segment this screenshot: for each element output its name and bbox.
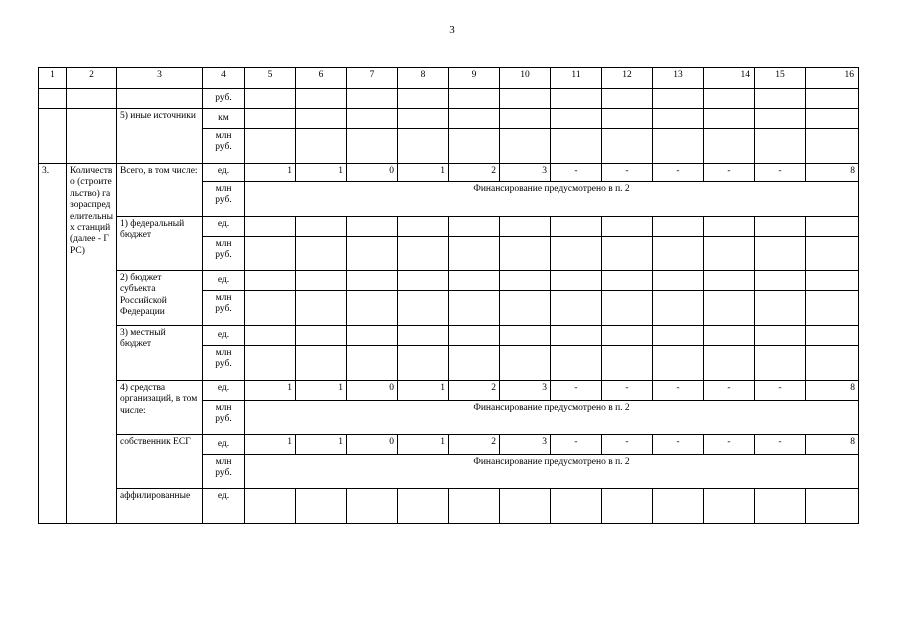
unit-cell: ед.	[203, 271, 245, 291]
table-cell	[500, 271, 551, 291]
table-cell	[602, 346, 653, 381]
table-cell	[347, 109, 398, 129]
table-cell	[500, 291, 551, 326]
table-cell	[704, 237, 755, 271]
table-cell	[449, 271, 500, 291]
table-cell	[755, 217, 806, 237]
table-cell	[806, 237, 859, 271]
value-cell: 1	[296, 381, 347, 401]
col-header-16: 16	[806, 68, 859, 89]
table-cell	[398, 237, 449, 271]
row-label-local: 3) местный бюджет	[117, 326, 203, 381]
value-cell: -	[551, 164, 602, 182]
unit-cell: ед.	[203, 217, 245, 237]
value-cell: -	[755, 381, 806, 401]
table-cell	[806, 271, 859, 291]
table-cell	[602, 489, 653, 524]
financing-note: Финансирование предусмотрено в п. 2	[245, 401, 859, 435]
table-cell	[551, 271, 602, 291]
table-cell	[704, 217, 755, 237]
financing-note: Финансирование предусмотрено в п. 2	[245, 182, 859, 217]
financing-note: Финансирование предусмотрено в п. 2	[245, 455, 859, 489]
col-header-3: 3	[117, 68, 203, 89]
value-cell: 0	[347, 381, 398, 401]
col-header-6: 6	[296, 68, 347, 89]
col-header-14: 14	[704, 68, 755, 89]
table-cell	[806, 129, 859, 164]
table-cell	[245, 271, 296, 291]
table-cell	[296, 109, 347, 129]
table-cell	[551, 237, 602, 271]
table-cell	[653, 109, 704, 129]
table-cell	[602, 89, 653, 109]
table-cell	[347, 271, 398, 291]
table-cell	[500, 129, 551, 164]
table-cell	[398, 489, 449, 524]
value-cell: 0	[347, 435, 398, 455]
table-body	[39, 68, 859, 524]
table-cell	[602, 237, 653, 271]
value-cell: 3	[500, 435, 551, 455]
table-cell	[806, 217, 859, 237]
table-cell	[39, 109, 67, 164]
table-cell	[653, 326, 704, 346]
unit-cell: ед.	[203, 435, 245, 455]
row-number: 3.	[39, 164, 67, 524]
table-cell	[500, 237, 551, 271]
col-header-8: 8	[398, 68, 449, 89]
value-cell: 1	[245, 164, 296, 182]
table-cell	[398, 271, 449, 291]
col-header-4: 4	[203, 68, 245, 89]
table-cell	[449, 237, 500, 271]
row-label-owner: собственник ЕСГ	[117, 435, 203, 489]
table-cell	[347, 89, 398, 109]
value-cell: 1	[398, 164, 449, 182]
unit-cell: км	[203, 109, 245, 129]
col-header-5: 5	[245, 68, 296, 89]
table-cell	[296, 326, 347, 346]
table-cell	[245, 217, 296, 237]
table-row	[39, 217, 859, 237]
value-cell: 0	[347, 164, 398, 182]
unit-cell: руб.	[203, 89, 245, 109]
table-cell	[347, 129, 398, 164]
table-cell	[551, 489, 602, 524]
value-cell: -	[551, 435, 602, 455]
table-cell	[653, 237, 704, 271]
table-cell	[398, 291, 449, 326]
header-row	[39, 68, 859, 89]
table-cell	[704, 271, 755, 291]
table-cell	[755, 326, 806, 346]
table-row	[39, 89, 859, 109]
table-cell	[245, 489, 296, 524]
value-cell: 8	[806, 435, 859, 455]
table-cell	[755, 346, 806, 381]
table-cell	[704, 489, 755, 524]
table-cell	[704, 326, 755, 346]
table-cell	[806, 489, 859, 524]
value-cell: 3	[500, 164, 551, 182]
table-row	[39, 435, 859, 455]
table-cell	[245, 129, 296, 164]
table-cell	[755, 271, 806, 291]
table-row	[39, 381, 859, 401]
indicator-table	[38, 67, 859, 524]
table-row	[39, 489, 859, 524]
table-cell	[551, 346, 602, 381]
value-cell: 1	[245, 435, 296, 455]
col-header-2: 2	[67, 68, 117, 89]
table-cell	[806, 89, 859, 109]
table-cell	[500, 326, 551, 346]
table-cell	[704, 109, 755, 129]
table-cell	[755, 89, 806, 109]
table-cell	[653, 346, 704, 381]
table-cell	[296, 291, 347, 326]
table-cell	[347, 217, 398, 237]
value-cell: 8	[806, 164, 859, 182]
value-cell: 2	[449, 381, 500, 401]
value-cell: 1	[296, 164, 347, 182]
value-cell: -	[755, 164, 806, 182]
table-cell	[245, 237, 296, 271]
col-header-12: 12	[602, 68, 653, 89]
table-cell	[347, 489, 398, 524]
table-cell	[602, 291, 653, 326]
table-cell	[398, 217, 449, 237]
table-cell	[398, 89, 449, 109]
table-cell	[398, 346, 449, 381]
table-cell	[551, 109, 602, 129]
col-header-1: 1	[39, 68, 67, 89]
value-cell: -	[704, 164, 755, 182]
table-cell	[755, 489, 806, 524]
table-cell	[347, 346, 398, 381]
table-cell	[296, 489, 347, 524]
table-cell	[245, 89, 296, 109]
table-cell	[551, 129, 602, 164]
table-cell	[602, 326, 653, 346]
table-cell	[245, 326, 296, 346]
col-header-9: 9	[449, 68, 500, 89]
table-cell	[449, 109, 500, 129]
table-cell	[755, 129, 806, 164]
row-label-other-sources: 5) иные источники	[117, 109, 203, 164]
value-cell: -	[551, 381, 602, 401]
value-cell: -	[755, 435, 806, 455]
value-cell: 1	[296, 435, 347, 455]
table-cell	[347, 291, 398, 326]
table-cell	[704, 89, 755, 109]
table-cell	[449, 217, 500, 237]
table-row	[39, 164, 859, 182]
table-cell	[67, 109, 117, 164]
unit-cell: млн руб.	[203, 291, 245, 326]
unit-cell: млн руб.	[203, 455, 245, 489]
table-cell	[653, 489, 704, 524]
row-label-affiliated: аффилированные	[117, 489, 203, 524]
value-cell: 1	[245, 381, 296, 401]
table-cell	[704, 346, 755, 381]
table-cell	[500, 109, 551, 129]
table-cell	[551, 217, 602, 237]
unit-cell: млн руб.	[203, 237, 245, 271]
table-cell	[449, 89, 500, 109]
table-cell	[704, 291, 755, 326]
table-cell	[653, 217, 704, 237]
unit-cell: ед.	[203, 326, 245, 346]
table-cell	[551, 326, 602, 346]
unit-cell: млн руб.	[203, 346, 245, 381]
table-cell	[449, 291, 500, 326]
table-cell	[449, 489, 500, 524]
table-cell	[449, 326, 500, 346]
value-cell: -	[653, 381, 704, 401]
table-cell	[500, 489, 551, 524]
table-cell	[449, 129, 500, 164]
table-row	[39, 271, 859, 291]
table-cell	[653, 89, 704, 109]
value-cell: 1	[398, 435, 449, 455]
row-indicator-label: Количество (строительство) газораспределительных станций (далее - ГРС)	[67, 164, 117, 524]
table-cell	[551, 89, 602, 109]
row-label-total: Всего, в том числе:	[117, 164, 203, 217]
table-cell	[245, 346, 296, 381]
table-cell	[347, 326, 398, 346]
unit-cell: млн руб.	[203, 182, 245, 217]
table-cell	[398, 109, 449, 129]
table-cell	[398, 326, 449, 346]
table-cell	[755, 109, 806, 129]
table-cell	[245, 291, 296, 326]
value-cell: -	[653, 164, 704, 182]
value-cell: 1	[398, 381, 449, 401]
table-cell	[67, 89, 117, 109]
table-cell	[806, 109, 859, 129]
unit-cell: ед.	[203, 164, 245, 182]
table-cell	[602, 217, 653, 237]
table-cell	[449, 346, 500, 381]
table-cell	[296, 129, 347, 164]
page-number: 3	[449, 24, 455, 36]
value-cell: 2	[449, 435, 500, 455]
value-cell: -	[602, 435, 653, 455]
table-cell	[296, 346, 347, 381]
col-header-10: 10	[500, 68, 551, 89]
col-header-11: 11	[551, 68, 602, 89]
table-row	[39, 109, 859, 129]
table-cell	[755, 291, 806, 326]
table-cell	[551, 291, 602, 326]
unit-cell: млн руб.	[203, 401, 245, 435]
row-label-org-funds: 4) средства организаций, в том числе:	[117, 381, 203, 435]
value-cell: -	[653, 435, 704, 455]
table-cell	[117, 89, 203, 109]
table-cell	[653, 271, 704, 291]
table-row	[39, 326, 859, 346]
table-cell	[347, 237, 398, 271]
row-label-subject: 2) бюджет субъекта Российской Федерации	[117, 271, 203, 326]
value-cell: 3	[500, 381, 551, 401]
table-cell	[653, 291, 704, 326]
unit-cell: ед.	[203, 381, 245, 401]
table-cell	[602, 129, 653, 164]
table-cell	[602, 109, 653, 129]
table-cell	[500, 346, 551, 381]
table-cell	[500, 217, 551, 237]
table-cell	[806, 291, 859, 326]
table-cell	[806, 326, 859, 346]
table-cell	[755, 237, 806, 271]
table-cell	[704, 129, 755, 164]
table-cell	[398, 129, 449, 164]
table-cell	[245, 109, 296, 129]
value-cell: -	[602, 164, 653, 182]
table-cell	[806, 346, 859, 381]
col-header-7: 7	[347, 68, 398, 89]
table-cell	[296, 217, 347, 237]
value-cell: -	[704, 381, 755, 401]
value-cell: -	[602, 381, 653, 401]
value-cell: 8	[806, 381, 859, 401]
table-cell	[39, 89, 67, 109]
col-header-15: 15	[755, 68, 806, 89]
row-label-federal: 1) федеральный бюджет	[117, 217, 203, 271]
table-cell	[602, 271, 653, 291]
unit-cell: млн руб.	[203, 129, 245, 164]
table-cell	[296, 237, 347, 271]
table-cell	[296, 89, 347, 109]
col-header-13: 13	[653, 68, 704, 89]
value-cell: 2	[449, 164, 500, 182]
table-cell	[653, 129, 704, 164]
table-cell	[296, 271, 347, 291]
value-cell: -	[704, 435, 755, 455]
unit-cell: ед.	[203, 489, 245, 524]
table-cell	[500, 89, 551, 109]
